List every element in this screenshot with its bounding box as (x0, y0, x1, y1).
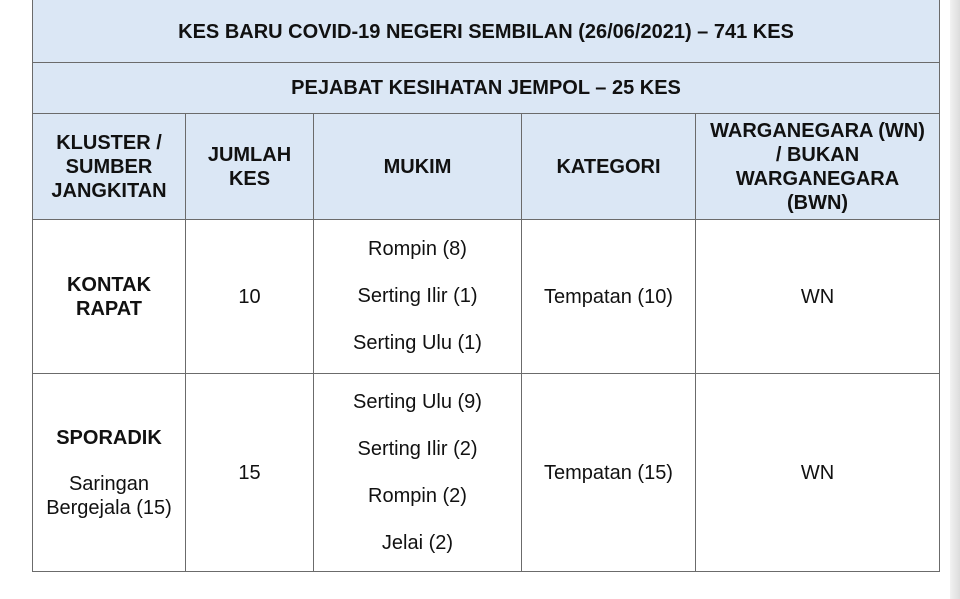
mukim-item: Serting Ulu (1) (353, 332, 482, 354)
header-kluster-line: KLUSTER / (56, 131, 162, 154)
cell-kategori: Tempatan (10) (522, 220, 696, 374)
header-kluster (33, 114, 186, 220)
header-warganegara (696, 114, 940, 220)
cell-jumlah: 15 (186, 374, 314, 572)
mukim-item: Serting Ilir (2) (357, 437, 478, 460)
cell-kluster (33, 220, 186, 374)
header-jumlah (186, 114, 314, 220)
cell-mukim (314, 220, 522, 374)
header-wn-line: WARGANEGARA (WN) (710, 119, 925, 142)
table-row (33, 220, 940, 374)
cell-wn: WN (696, 220, 940, 374)
header-wn-line: WARGANEGARA (735, 167, 900, 190)
kluster-line: KONTAK (66, 273, 152, 296)
cell-jumlah: 10 (186, 220, 314, 374)
covid-cases-table (32, 0, 940, 572)
header-kluster-line: SUMBER (65, 155, 153, 178)
mukim-item: Rompin (2) (368, 484, 467, 507)
cell-kategori: Tempatan (15) (522, 374, 696, 572)
mukim-item: Serting Ilir (1) (357, 285, 478, 307)
mukim-item: Rompin (8) (368, 238, 467, 260)
title-row (33, 0, 940, 63)
header-kluster-line: JANGKITAN (51, 179, 167, 202)
header-jumlah-line: KES (228, 167, 271, 190)
header-wn-line: / BUKAN (775, 143, 860, 166)
column-header-row (33, 114, 940, 220)
cell-wn: WN (696, 374, 940, 572)
sumber-line: Saringan (68, 472, 150, 495)
header-mukim: MUKIM (314, 114, 522, 220)
cell-mukim (314, 374, 522, 572)
kluster-line: SPORADIK (56, 426, 162, 449)
table-row (33, 374, 940, 572)
mukim-item: Serting Ulu (9) (353, 390, 482, 413)
table-title: KES BARU COVID-19 NEGERI SEMBILAN (26/06/2021) – 741 KES (33, 0, 940, 63)
table-subtitle: PEJABAT KESIHATAN JEMPOL – 25 KES (33, 63, 940, 114)
header-kategori: KATEGORI (522, 114, 696, 220)
subtitle-row (33, 63, 940, 114)
page-edge (950, 0, 960, 599)
header-wn-line: (BWN) (786, 191, 849, 214)
cell-kluster (33, 374, 186, 572)
sumber-line: Bergejala (15) (46, 496, 172, 519)
kluster-line: RAPAT (76, 297, 142, 320)
mukim-item: Jelai (2) (381, 531, 454, 554)
header-jumlah-line: JUMLAH (207, 143, 292, 166)
